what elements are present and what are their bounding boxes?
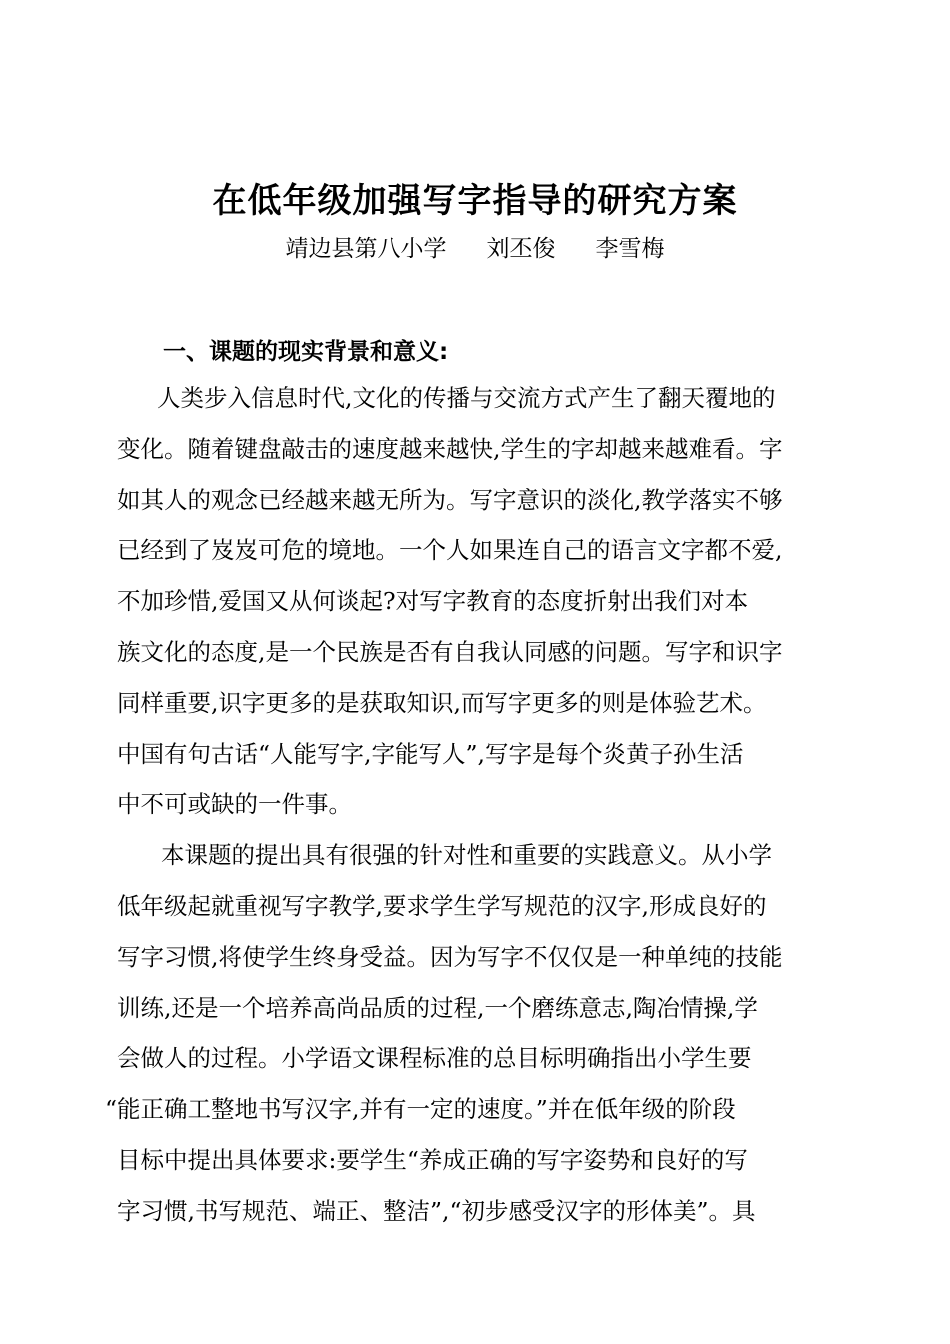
byline	[0, 232, 950, 266]
text-line: “能正确工整地书写汉字,并有一定的速度。”并在低年级的阶段	[105, 1095, 736, 1124]
text-line: 如其人的观念已经越来越无所为。写字意识的淡化,教学落实不够	[117, 485, 783, 514]
text-line: 会做人的过程。小学语文课程标准的总目标明确指出小学生要	[117, 1044, 752, 1073]
text-line: 中不可或缺的一件事。	[117, 790, 352, 819]
section-heading: 一、课题的现实背景和意义:	[163, 339, 449, 365]
text-line: 同样重要,识字更多的是获取知识,而写字更多的则是体验艺术。	[117, 688, 767, 717]
text-line: 族文化的态度,是一个民族是否有自我认同感的问题。写字和识字	[117, 637, 783, 666]
text-line: 已经到了岌岌可危的境地。一个人如果连自己的语言文字都不爱,	[117, 536, 783, 565]
body-text	[105, 378, 837, 1242]
document-title: 在低年级加强写字指导的研究方案	[212, 181, 738, 221]
text-line: 训练,还是一个培养高尚品质的过程,一个磨练意志,陶冶情操,学	[117, 993, 758, 1022]
text-line: 不加珍惜,爱国又从何谈起?对写字教育的态度折射出我们对本	[117, 587, 749, 616]
text-line: 人类步入信息时代,文化的传播与交流方式产生了翻天覆地的	[157, 384, 776, 412]
author-name: 李雪梅	[595, 236, 665, 262]
text-line: 变化。随着键盘敲击的速度越来越快,学生的字却越来越难看。字	[117, 434, 783, 463]
text-line: 低年级起就重视写字教学,要求学生学写规范的汉字,形成良好的	[117, 891, 767, 920]
text-line: 写字习惯,将使学生终身受益。因为写字不仅仅是一种单纯的技能	[117, 942, 783, 971]
text-line: 目标中提出具体要求:要学生“养成正确的写字姿势和良好的写	[117, 1145, 748, 1174]
text-line: 字习惯,书写规范、端正、整洁”,“初步感受汉字的形体美”。具	[117, 1196, 756, 1225]
text-line: 中国有句古话“人能写字,字能写人”,写字是每个炎黄子孙生活	[117, 739, 744, 768]
text-line: 本课题的提出具有很强的针对性和重要的实践意义。从小学	[161, 841, 772, 870]
school-name: 靖边县第八小学	[285, 236, 447, 262]
author-name: 刘丕俊	[486, 236, 556, 262]
